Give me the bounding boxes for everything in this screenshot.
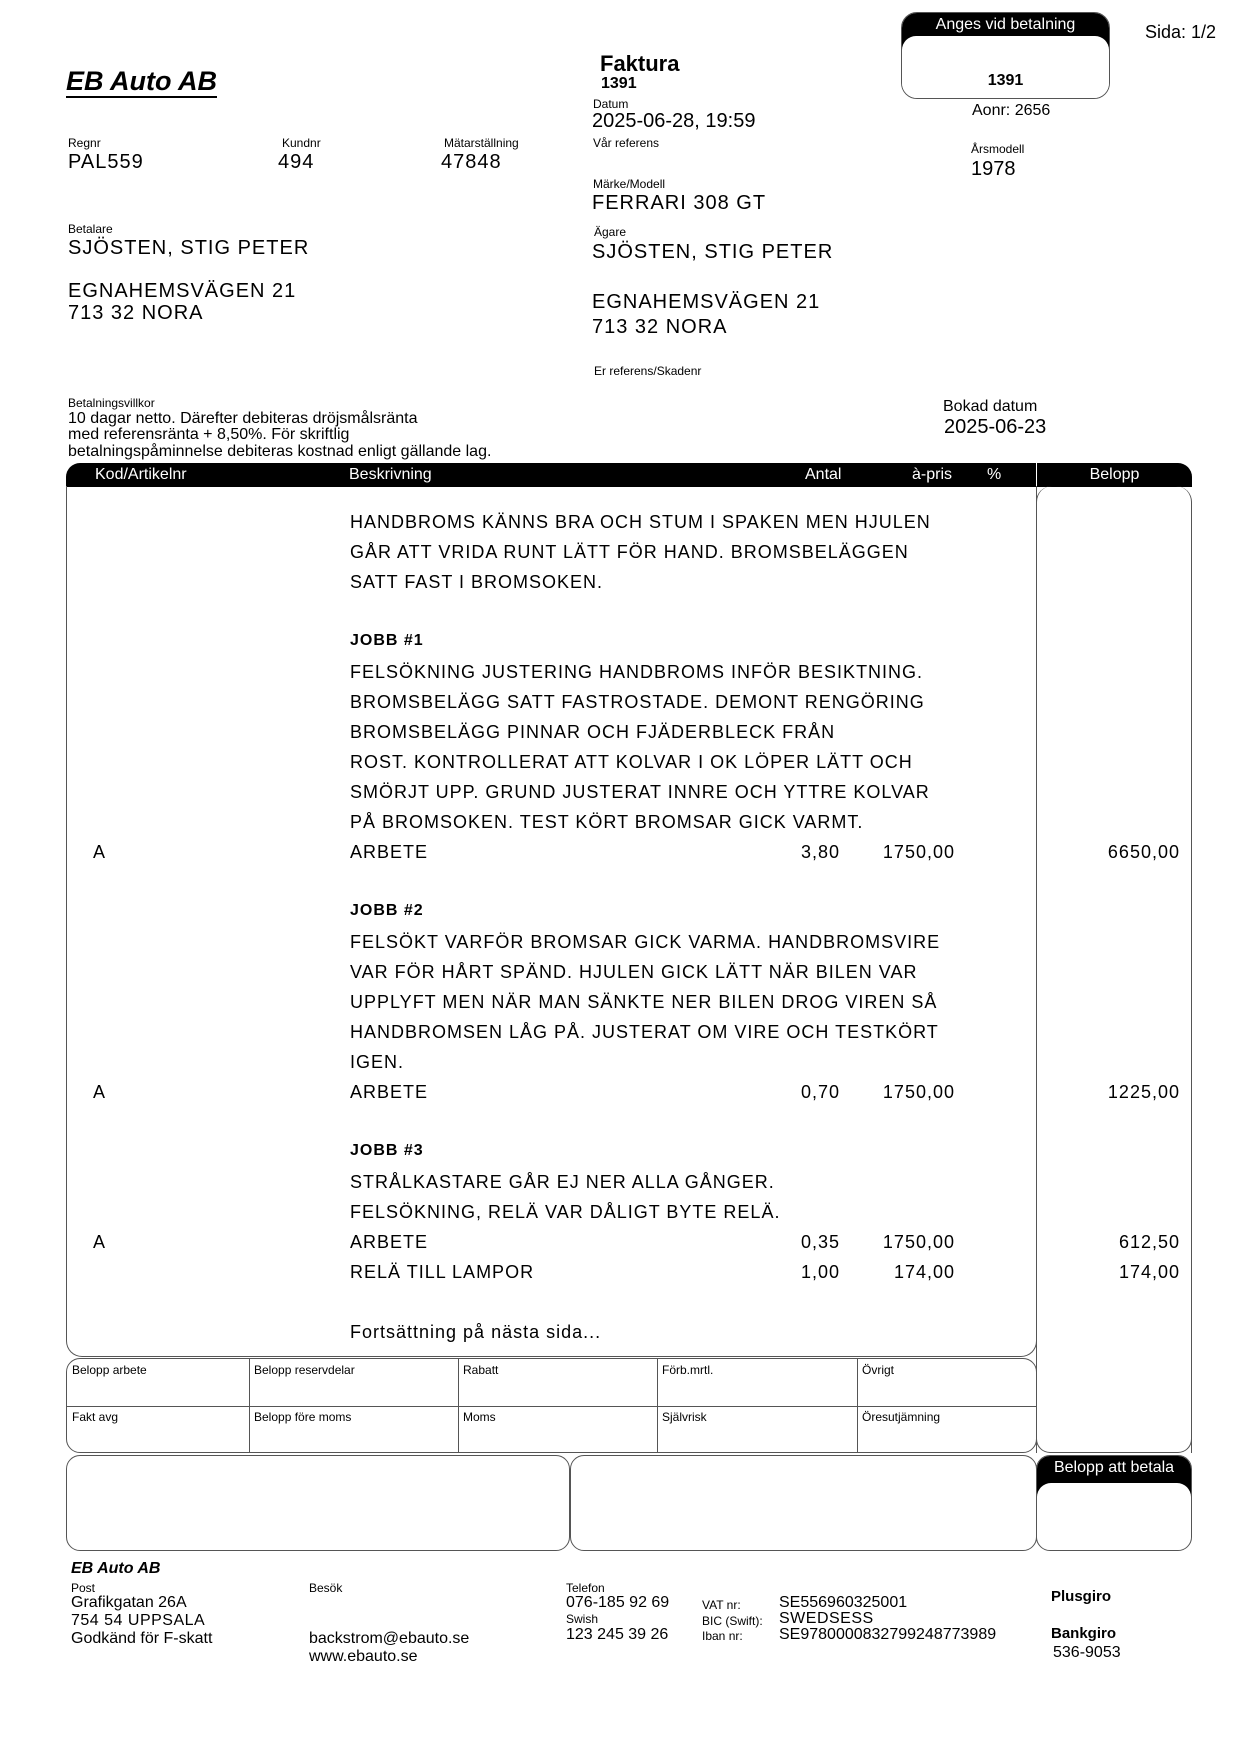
table-row bbox=[0, 872, 1240, 902]
bottom-box-left bbox=[66, 1455, 570, 1551]
row-description: ARBETE bbox=[350, 1082, 429, 1102]
footer-vat: SE556960325001 bbox=[779, 1594, 908, 1611]
arsmodell-label: Årsmodell bbox=[971, 142, 1025, 156]
row-description: SATT FAST I BROMSOKEN. bbox=[350, 572, 604, 592]
belopp-fore-moms-label: Belopp före moms bbox=[254, 1410, 352, 1424]
fakt-avg-label: Fakt avg bbox=[72, 1410, 119, 1424]
row-description: JOBB #3 bbox=[350, 1142, 424, 1159]
table-row bbox=[0, 962, 1240, 992]
table-row bbox=[0, 782, 1240, 812]
booked-label: Bokad datum bbox=[943, 398, 1038, 415]
belopp-column-bottom bbox=[1036, 1430, 1192, 1453]
moms-label: Moms bbox=[463, 1410, 496, 1424]
row-description: HANDBROMSEN LÅG PÅ. JUSTERAT OM VIRE OCH TESTKÖRT bbox=[350, 1022, 939, 1042]
var-referens-label: Vår referens bbox=[593, 136, 660, 150]
row-apris: 1750,00 bbox=[882, 842, 955, 862]
terms-label: Betalningsvillkor bbox=[68, 396, 155, 410]
row-antal: 1,00 bbox=[800, 1262, 840, 1282]
footer-vat-label: VAT nr: bbox=[702, 1598, 741, 1612]
footer-plusgiro-label: Plusgiro bbox=[1051, 1588, 1112, 1605]
footer-swish: 123 245 39 26 bbox=[566, 1626, 669, 1643]
table-row bbox=[0, 1292, 1240, 1322]
row-description: FELSÖKNING, RELÄ VAR DÅLIGT BYTE RELÄ. bbox=[350, 1202, 781, 1222]
footer-post-1: Grafikgatan 26A bbox=[71, 1594, 187, 1611]
row-apris: 1750,00 bbox=[882, 1082, 955, 1102]
footer-post-2: 754 54 UPPSALA bbox=[71, 1612, 206, 1629]
regnr-label: Regnr bbox=[68, 136, 101, 150]
row-description: SMÖRJT UPP. GRUND JUSTERAT INNRE OCH YTTRE KOLVAR bbox=[350, 782, 930, 802]
table-row bbox=[0, 1232, 1240, 1262]
table-row bbox=[0, 812, 1240, 842]
footer-iban-label: Iban nr: bbox=[702, 1629, 743, 1643]
row-belopp: 6650,00 bbox=[1107, 842, 1180, 862]
row-antal: 0,70 bbox=[800, 1082, 840, 1102]
row-description: UPPLYFT MEN NÄR MAN SÄNKTE NER BILEN DROG VIREN SÅ bbox=[350, 992, 938, 1012]
row-description: RELÄ TILL LAMPOR bbox=[350, 1262, 535, 1282]
ovrigt-label: Övrigt bbox=[862, 1363, 895, 1377]
footer-web[interactable]: www.ebauto.se bbox=[309, 1648, 418, 1665]
row-description: ARBETE bbox=[350, 1232, 429, 1252]
table-row bbox=[0, 572, 1240, 602]
header-apris: à-pris bbox=[912, 466, 953, 483]
footer-bankgiro-label: Bankgiro bbox=[1051, 1625, 1117, 1642]
payment-ref-number: 1391 bbox=[987, 72, 1024, 89]
table-row bbox=[0, 902, 1240, 932]
table-row bbox=[0, 1112, 1240, 1142]
table-row bbox=[0, 1262, 1240, 1292]
table-row bbox=[0, 512, 1240, 542]
table-row bbox=[0, 602, 1240, 632]
table-row bbox=[0, 992, 1240, 1022]
owner-street: EGNAHEMSVÄGEN 21 bbox=[592, 291, 821, 313]
table-row bbox=[0, 1082, 1240, 1112]
regnr-value: PAL559 bbox=[68, 151, 144, 173]
table-row bbox=[0, 1172, 1240, 1202]
footer-besok-label: Besök bbox=[309, 1581, 343, 1595]
row-antal: 3,80 bbox=[800, 842, 840, 862]
table-row bbox=[0, 692, 1240, 722]
table-row bbox=[0, 1202, 1240, 1232]
row-belopp: 612,50 bbox=[1118, 1232, 1180, 1252]
row-description: PÅ BROMSOKEN. TEST KÖRT BROMSAR GICK VARMT. bbox=[350, 812, 864, 832]
footer-tel: 076-185 92 69 bbox=[566, 1594, 670, 1611]
row-kod: A bbox=[93, 1082, 107, 1102]
table-row bbox=[0, 1142, 1240, 1172]
header-antal: Antal bbox=[805, 466, 842, 483]
row-description: Fortsättning på nästa sida... bbox=[350, 1322, 602, 1342]
bottom-box-middle bbox=[570, 1455, 1037, 1551]
row-belopp: 174,00 bbox=[1118, 1262, 1180, 1282]
owner-name: SJÖSTEN, STIG PETER bbox=[592, 241, 834, 263]
matar-value: 47848 bbox=[441, 151, 502, 173]
row-belopp: 1225,00 bbox=[1107, 1082, 1180, 1102]
header-pct: % bbox=[987, 466, 1002, 483]
belopp-arbete-label: Belopp arbete bbox=[72, 1363, 147, 1377]
owner-label: Ägare bbox=[594, 225, 627, 239]
payer-street: EGNAHEMSVÄGEN 21 bbox=[68, 280, 297, 302]
page-indicator: Sida: 1/2 bbox=[1145, 22, 1217, 42]
payer-label: Betalare bbox=[68, 222, 113, 236]
arsmodell-value: 1978 bbox=[971, 158, 1016, 180]
table-row bbox=[0, 1052, 1240, 1082]
footer-email[interactable]: backstrom@ebauto.se bbox=[309, 1630, 470, 1647]
row-description: GÅR ATT VRIDA RUNT LÄTT FÖR HAND. BROMSBELÄGGEN bbox=[350, 542, 909, 562]
row-description: ARBETE bbox=[350, 842, 429, 862]
footer-tel-label: Telefon bbox=[566, 1581, 605, 1595]
footer-post-label: Post bbox=[71, 1581, 96, 1595]
row-description: ROST. KONTROLLERAT ATT KOLVAR I OK LÖPER LÄTT OCH bbox=[350, 752, 913, 772]
row-description: JOBB #2 bbox=[350, 902, 424, 919]
matar-label: Mätarställning bbox=[444, 136, 519, 150]
booked-date: 2025-06-23 bbox=[944, 416, 1047, 438]
footer-bankgiro: 536-9053 bbox=[1053, 1644, 1121, 1661]
row-description: FELSÖKNING JUSTERING HANDBROMS INFÖR BESIKTNING. bbox=[350, 662, 924, 682]
kundnr-label: Kundnr bbox=[282, 136, 321, 150]
footer-swish-label: Swish bbox=[566, 1612, 599, 1626]
table-row bbox=[0, 1022, 1240, 1052]
row-kod: A bbox=[93, 1232, 107, 1252]
row-description: STRÅLKASTARE GÅR EJ NER ALLA GÅNGER. bbox=[350, 1172, 775, 1192]
rabatt-label: Rabatt bbox=[463, 1363, 499, 1377]
er-referens-label: Er referens/Skadenr bbox=[594, 364, 702, 378]
table-header bbox=[66, 463, 1036, 487]
table-row bbox=[0, 542, 1240, 572]
table-row bbox=[0, 632, 1240, 662]
amount-due-box bbox=[1036, 1455, 1192, 1551]
belopp-reservdelar-label: Belopp reservdelar bbox=[254, 1363, 355, 1377]
sjalvrisk-label: Självrisk bbox=[662, 1410, 707, 1424]
row-description: FELSÖKT VARFÖR BROMSAR GICK VARMA. HANDBROMSVIRE bbox=[350, 932, 941, 952]
payment-ref-box bbox=[901, 12, 1110, 99]
row-apris: 1750,00 bbox=[882, 1232, 955, 1252]
header-kod: Kod/Artikelnr bbox=[95, 466, 187, 483]
row-kod: A bbox=[93, 842, 107, 862]
amount-due-label: Belopp att betala bbox=[1053, 1459, 1175, 1476]
doc-number: 1391 bbox=[601, 75, 637, 92]
table-row bbox=[0, 722, 1240, 752]
row-description: JOBB #1 bbox=[350, 632, 424, 649]
datum-label: Datum bbox=[593, 97, 629, 111]
row-description: HANDBROMS KÄNNS BRA OCH STUM I SPAKEN MEN HJULEN bbox=[350, 512, 931, 532]
footer-bic-label: BIC (Swift): bbox=[702, 1614, 763, 1628]
footer-company: EB Auto AB bbox=[71, 1560, 161, 1577]
modell-value: FERRARI 308 GT bbox=[592, 192, 767, 214]
table-row bbox=[0, 842, 1240, 872]
row-description: BROMSBELÄGG SATT FASTROSTADE. DEMONT RENGÖRING bbox=[350, 692, 925, 712]
doc-title: Faktura bbox=[600, 51, 680, 76]
row-description: VAR FÖR HÅRT SPÄND. HJULEN GICK LÄTT NÄR BILEN VAR bbox=[350, 962, 918, 982]
table-row bbox=[0, 932, 1240, 962]
terms-line-3: betalningspåminnelse debiteras kostnad enligt gällande lag. bbox=[68, 443, 492, 460]
terms-line-1: 10 dagar netto. Därefter debiteras dröjsmålsränta bbox=[68, 410, 418, 427]
owner-city: 713 32 NORA bbox=[592, 316, 728, 338]
table-row bbox=[0, 1322, 1240, 1352]
footer-bic: SWEDSESS bbox=[779, 1610, 874, 1627]
header-beskrivning: Beskrivning bbox=[349, 466, 432, 483]
payment-ref-label: Anges vid betalning bbox=[935, 16, 1076, 33]
oresutjamning-label: Öresutjämning bbox=[862, 1410, 941, 1424]
header-belopp: Belopp bbox=[1089, 466, 1140, 483]
table-row bbox=[0, 752, 1240, 782]
kundnr-value: 494 bbox=[278, 151, 315, 173]
row-description: IGEN. bbox=[350, 1052, 405, 1072]
footer-iban: SE9780000832799248773989 bbox=[779, 1626, 997, 1643]
datum-value: 2025-06-28, 19:59 bbox=[592, 110, 756, 132]
company-name: EB Auto AB bbox=[66, 66, 217, 96]
forbmrtl-label: Förb.mrtl. bbox=[662, 1363, 714, 1377]
modell-label: Märke/Modell bbox=[593, 177, 666, 191]
summary-grid bbox=[66, 1358, 1037, 1453]
aonr: Aonr: 2656 bbox=[972, 102, 1051, 119]
footer-post-3: Godkänd för F-skatt bbox=[71, 1630, 213, 1647]
row-antal: 0,35 bbox=[800, 1232, 840, 1252]
row-description: BROMSBELÄGG PINNAR OCH FJÄDERBLECK FRÅN bbox=[350, 722, 836, 742]
table-row bbox=[0, 662, 1240, 692]
terms-line-2: med referensränta + 8,50%. För skriftlig bbox=[68, 426, 350, 443]
payer-city: 713 32 NORA bbox=[68, 302, 204, 324]
payer-name: SJÖSTEN, STIG PETER bbox=[68, 237, 310, 259]
row-apris: 174,00 bbox=[893, 1262, 955, 1282]
